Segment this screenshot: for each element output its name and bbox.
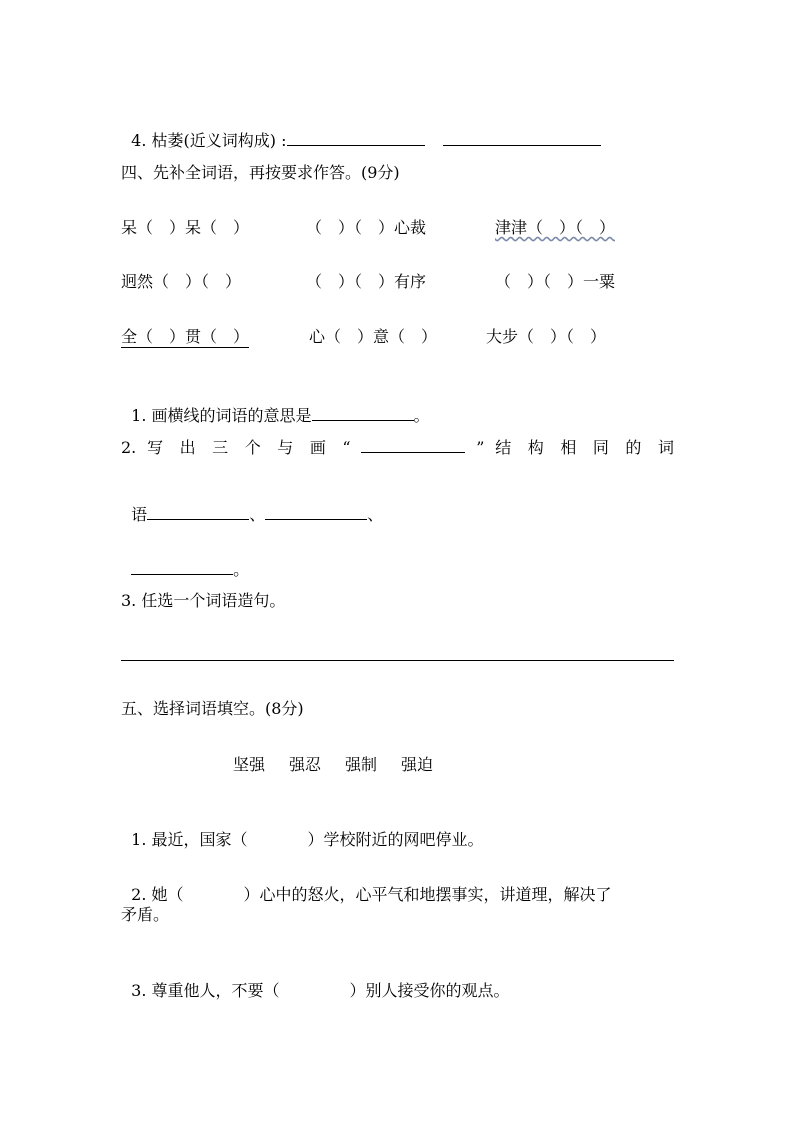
idiom-item-7 xyxy=(121,326,249,348)
idiom-item-1: 呆（ ）呆（ ） xyxy=(121,218,250,237)
q4-synonym-item xyxy=(121,107,601,152)
section-4-heading: 四、先补全词语，再按要求作答。(9分) xyxy=(121,163,400,182)
fill-question-2 xyxy=(121,862,612,906)
word-bank-item-3: 强制 xyxy=(345,755,378,774)
fill-question-3-a: 3. 尊重他人，不要（ xyxy=(131,981,280,1000)
idiom-item-8: 心（ ）意（ ） xyxy=(309,327,438,346)
idiom-item-3 xyxy=(495,217,615,239)
answer-blank-4[interactable] xyxy=(361,436,465,453)
idiom-item-4: 迥然（ ）（ ） xyxy=(121,272,242,291)
word-bank-item-1: 坚强 xyxy=(233,755,266,774)
separator-2: 、 xyxy=(367,505,384,524)
idiom-item-5: （ ）（ ）有序 xyxy=(306,272,427,291)
word-bank-item-4: 强迫 xyxy=(401,755,434,774)
fill-question-3-b: ）别人接受你的观点。 xyxy=(349,981,510,1000)
separator-1: 、 xyxy=(249,505,266,524)
answer-blank-3[interactable] xyxy=(312,404,414,421)
section-5-heading: 五、选择词语填空。(8分) xyxy=(121,699,304,718)
sub-question-2-line2-text: 语 xyxy=(131,505,148,524)
fill-question-2-b: ）心中的怒火，心平气和地摆事实，讲道理，解决了 xyxy=(243,885,612,904)
sub-question-3: 3. 任选一个词语造句。 xyxy=(121,591,286,610)
underlined-idiom: 全（ ）贯（ ） xyxy=(121,327,250,346)
answer-blank-1[interactable] xyxy=(287,129,425,146)
sub-question-2 xyxy=(121,436,674,459)
answer-blank-6[interactable] xyxy=(265,503,367,520)
sub-question-2-text-b: ” 结 构 相 同 的 词 xyxy=(476,438,674,457)
fill-question-1-b: ）学校附近的网吧停业。 xyxy=(307,830,484,849)
sub-question-1-text: 1. 画横线的词语的意思是 xyxy=(131,406,312,425)
fill-question-2-line2: 矛盾。 xyxy=(121,905,170,924)
fill-question-3 xyxy=(121,958,510,1002)
fill-question-1 xyxy=(121,807,484,851)
sub-question-2-end: 。 xyxy=(233,560,250,579)
sub-question-2-line2 xyxy=(121,481,383,526)
idiom-item-6: （ ）（ ）一粟 xyxy=(495,272,616,291)
word-bank-item-2: 强忍 xyxy=(289,755,322,774)
answer-blank-5[interactable] xyxy=(147,503,249,520)
answer-blank-2[interactable] xyxy=(443,129,601,146)
idiom-item-2: （ ）（ ）心裁 xyxy=(306,218,427,237)
sub-question-1-end: 。 xyxy=(413,406,430,425)
sentence-answer-line[interactable] xyxy=(121,660,674,661)
idiom-item-9: 大步（ ）（ ） xyxy=(486,327,607,346)
idiom-item-3-text: 津津（ ）（ ） xyxy=(495,218,616,237)
q4-label: 4. 枯萎(近义词构成) : xyxy=(131,131,287,150)
fill-question-2-a: 2. 她（ xyxy=(131,885,184,904)
sub-question-2-line3 xyxy=(121,536,249,581)
fill-question-1-a: 1. 最近，国家（ xyxy=(131,830,248,849)
sub-question-2-text-a: 2. 写 出 三 个 与 画 “ xyxy=(121,438,351,457)
answer-blank-7[interactable] xyxy=(131,558,233,575)
sub-question-1 xyxy=(121,382,430,427)
